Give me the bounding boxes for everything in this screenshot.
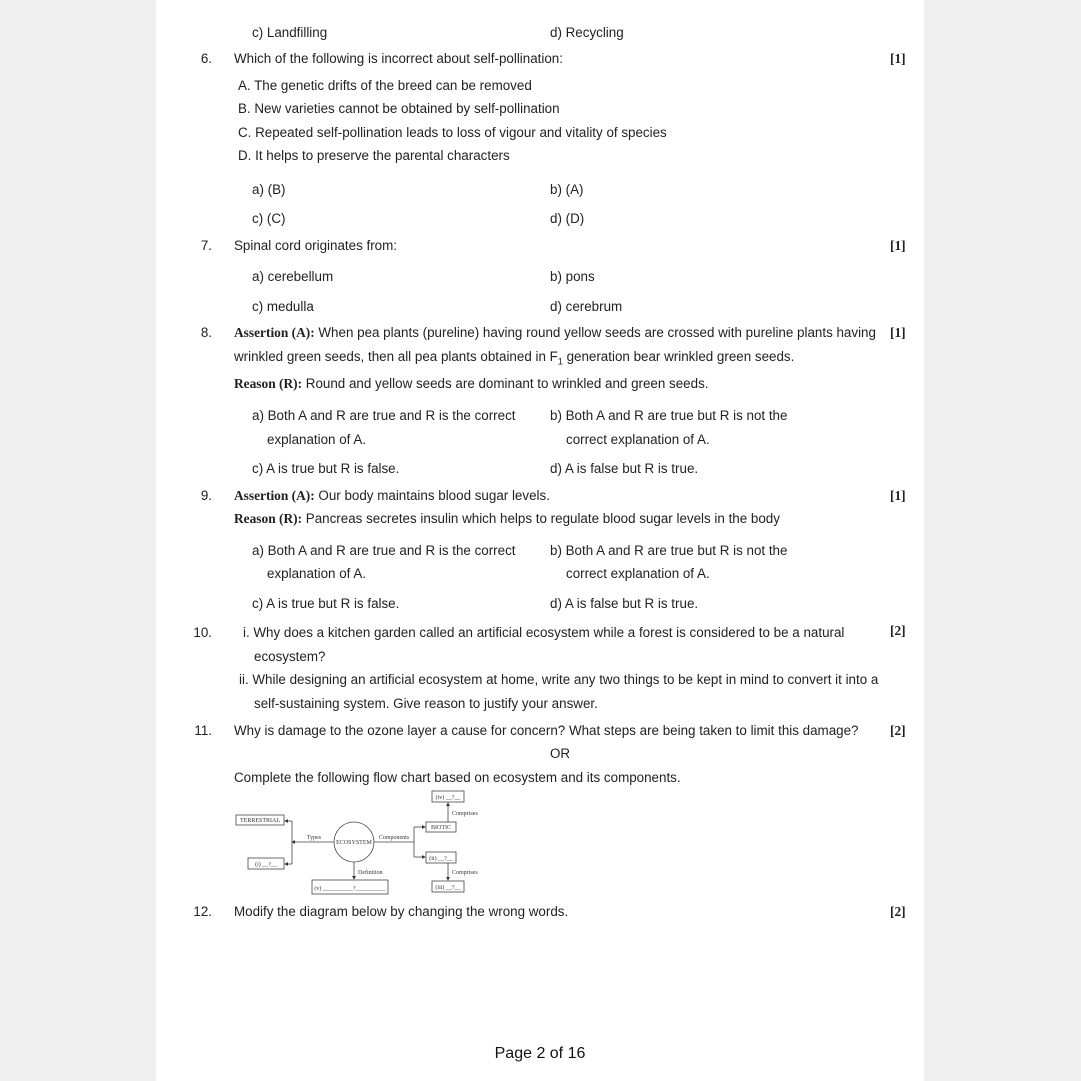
q6-statement-a: A. The genetic drifts of the breed can be removed: [238, 78, 532, 93]
q6-option-b: b) (A): [550, 182, 584, 197]
q9-reason-label: Reason (R):: [234, 511, 303, 526]
exam-page: [156, 0, 924, 1081]
q7-text: Spinal cord originates from:: [234, 238, 397, 253]
terrestrial-label: TERRESTRIAL: [240, 818, 280, 824]
q9-marks: [1]: [890, 488, 906, 503]
page-number: Page 2 of 16: [494, 1045, 586, 1062]
q11-alternative: Complete the following flow chart based on ecosystem and its components.: [234, 770, 681, 785]
q8-reason-label: Reason (R):: [234, 376, 303, 391]
q8-line2-subscript: 1: [557, 356, 563, 367]
q8-assertion-line2: [234, 348, 794, 371]
q6-statement-d: D. It helps to preserve the parental characters: [238, 148, 510, 163]
q10-marks: [2]: [890, 623, 906, 638]
comprises-label-1: Comprises: [452, 811, 478, 817]
q8-number: 8.: [200, 325, 212, 340]
blank-i-label: (i) __?__: [255, 862, 277, 868]
q11-marks: [2]: [890, 723, 906, 738]
q10-part-i: i. Why does a kitchen garden called an artificial ecosystem while a forest is considered to be a natural: [243, 625, 845, 640]
q8-line2-end: generation bear wrinkled green seeds.: [562, 349, 795, 364]
q9-assertion-label: Assertion (A):: [234, 488, 315, 503]
q9-number: 9.: [200, 488, 212, 503]
q9-assertion-text: Our body maintains blood sugar levels.: [314, 488, 550, 503]
biotic-label: BIOTIC: [431, 825, 451, 831]
q7-number: 7.: [200, 238, 212, 253]
q11-text: Why is damage to the ozone layer a cause for concern? What steps are being taken to limit this damage?: [234, 723, 859, 738]
q8-option-d: d) A is false but R is true.: [550, 461, 699, 476]
q9-option-c: c) A is true but R is false.: [252, 596, 400, 611]
types-label: Types: [306, 835, 322, 841]
q6-option-c: c) (C): [252, 211, 286, 226]
q6-option-a: a) (B): [252, 182, 286, 197]
q6-statement-c: C. Repeated self-pollination leads to loss of vigour and vitality of species: [238, 125, 667, 140]
q9-reason-text: Pancreas secretes insulin which helps to regulate blood sugar levels in the body: [302, 511, 780, 526]
q7-option-d: d) cerebrum: [550, 299, 623, 314]
q8-reason: [234, 375, 709, 393]
q5-option-c: c) Landfilling: [252, 25, 328, 40]
q6-number: 6.: [200, 51, 212, 66]
q8-option-b-cont: correct explanation of A.: [566, 432, 710, 447]
q8-option-c: c) A is true but R is false.: [252, 461, 400, 476]
q12-text: Modify the diagram below by changing the wrong words.: [234, 904, 569, 919]
components-label: Components: [378, 835, 410, 841]
q8-assertion-label: Assertion (A):: [234, 325, 315, 340]
ecosystem-label: ECOSYSTEM: [336, 840, 372, 846]
q7-option-c: c) medulla: [252, 299, 314, 314]
q10-part-ii-cont: self-sustaining system. Give reason to justify your answer.: [254, 696, 598, 711]
q7-option-a: a) cerebellum: [252, 269, 334, 284]
q8-marks: [1]: [890, 325, 906, 340]
blank-iii-label: (iii) __?__: [435, 885, 461, 891]
q8-option-b: b) Both A and R are true but R is not the: [550, 408, 788, 423]
q9-option-b: b) Both A and R are true but R is not the: [550, 543, 788, 558]
q6-statement-b: B. New varieties cannot be obtained by self-pollination: [238, 101, 560, 116]
q11-number: 11.: [194, 723, 212, 738]
q8-assertion-text: When pea plants (pureline) having round yellow seeds are crossed with pureline plants having: [314, 325, 876, 340]
definition-label: Definition: [358, 870, 383, 876]
q9-assertion: [234, 487, 550, 505]
q12-marks: [2]: [890, 904, 906, 919]
q10-part-ii: ii. While designing an artificial ecosystem at home, write any two things to be kept in mind to convert it into a: [239, 672, 879, 687]
q7-option-b: b) pons: [550, 269, 595, 284]
q8-assertion: [234, 324, 876, 342]
q6-option-d: d) (D): [550, 211, 585, 226]
q9-option-a-cont: explanation of A.: [267, 566, 367, 581]
blank-ii-label: (ii) __?__: [429, 856, 453, 862]
q8-reason-text: Round and yellow seeds are dominant to wrinkled and green seeds.: [302, 376, 709, 391]
q10-number: 10.: [193, 625, 212, 640]
q6-text: Which of the following is incorrect about self-pollination:: [234, 51, 563, 66]
q9-option-d: d) A is false but R is true.: [550, 596, 699, 611]
q6-marks: [1]: [890, 51, 906, 66]
ecosystem-flowchart: [234, 788, 494, 900]
comprises-label-2: Comprises: [452, 870, 478, 876]
q9-option-a: a) Both A and R are true and R is the correct: [252, 543, 516, 558]
blank-iv-label: (iv) __?__: [435, 795, 461, 801]
q9-reason: [234, 510, 780, 528]
q5-option-d: d) Recycling: [550, 25, 624, 40]
q8-line2-start: wrinkled green seeds, then all pea plants obtained in F: [234, 349, 558, 364]
q9-option-b-cont: correct explanation of A.: [566, 566, 710, 581]
q7-marks: [1]: [890, 238, 906, 253]
q10-part-i-cont: ecosystem?: [254, 649, 326, 664]
q8-option-a: a) Both A and R are true and R is the correct: [252, 408, 516, 423]
blank-v-label: (v) __________?__________: [314, 886, 386, 892]
q11-or: OR: [550, 746, 571, 761]
q8-option-a-cont: explanation of A.: [267, 432, 367, 447]
q12-number: 12.: [193, 904, 212, 919]
